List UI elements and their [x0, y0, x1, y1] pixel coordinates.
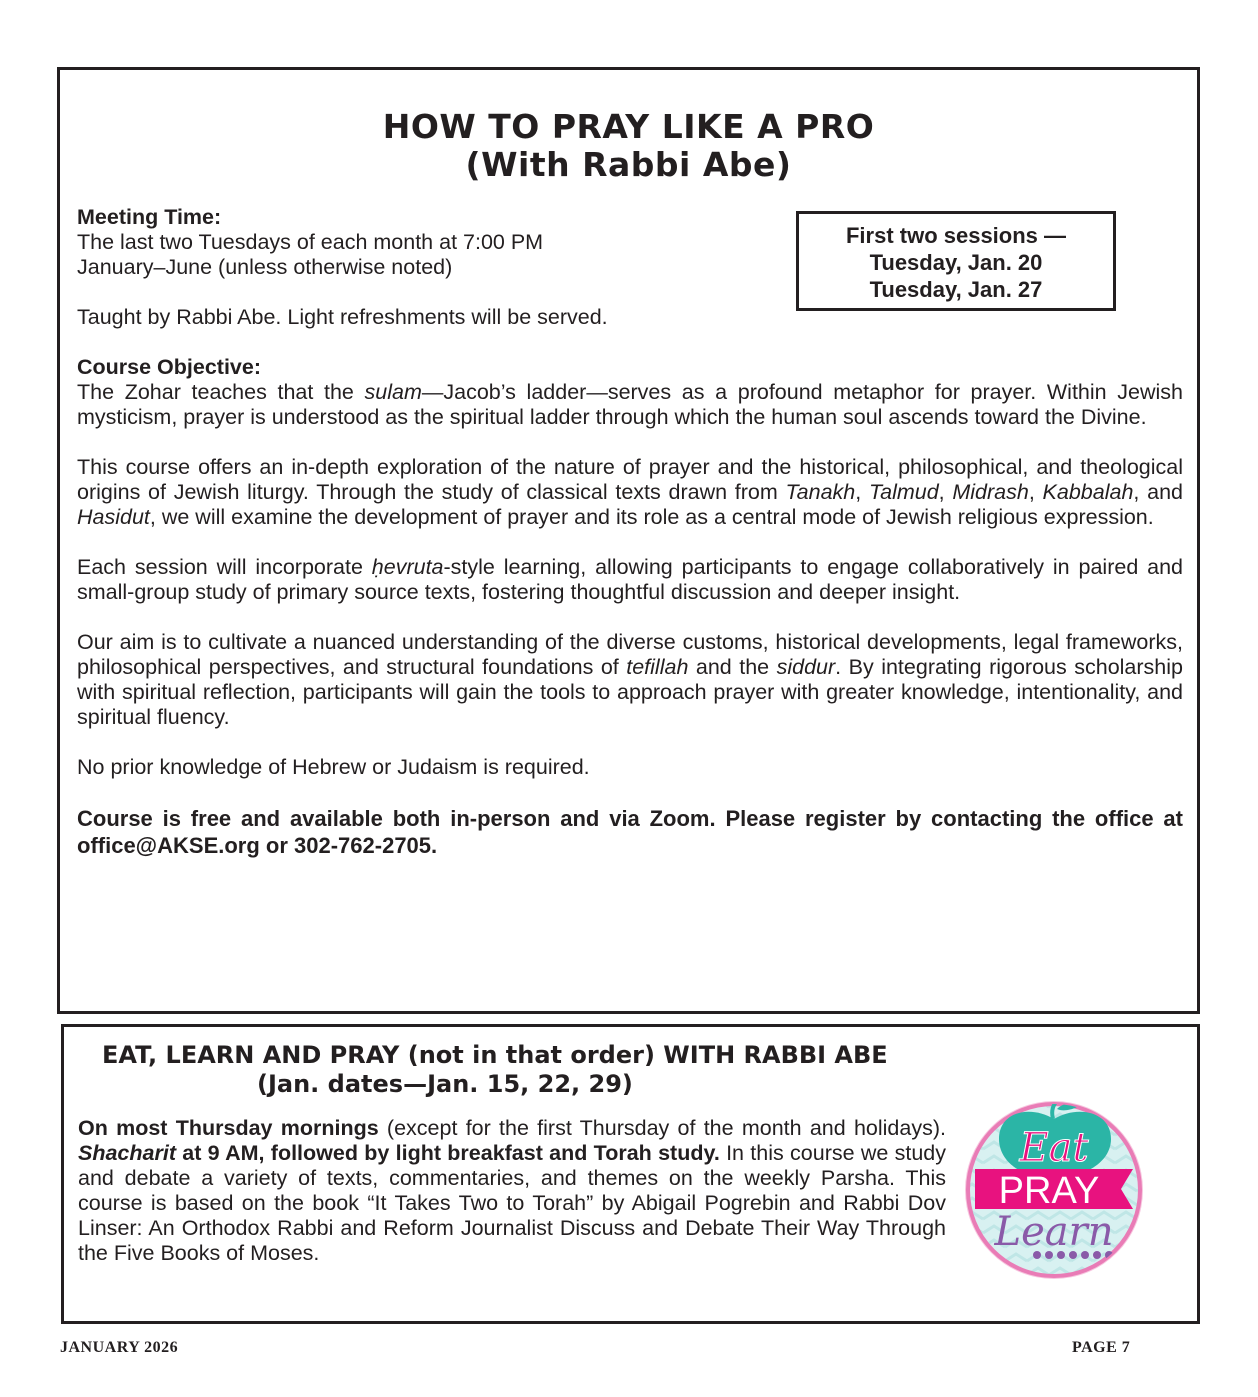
- p4-text-a: Our aim is to cultivate a nuanced understanding of the diverse customs, historical developments, legal frameworks, philosophical perspectives, and structural foundations of: [77, 630, 1183, 679]
- footer-date: JANUARY 2026: [60, 1339, 179, 1356]
- registration-info: Course is free and available both in-person and via Zoom. Please register by contacting the office at office@AKSE.org or 302-762-2705.: [77, 806, 1183, 858]
- logo-word-learn: Learn: [994, 1209, 1114, 1255]
- objective-paragraph-4: [77, 630, 1183, 730]
- course-title-line1: HOW TO PRAY LIKE A PRO: [382, 107, 875, 146]
- objective-paragraph-3: [77, 555, 1183, 605]
- p2-sep: , and: [1133, 480, 1183, 504]
- p4-text-b: . By integrating rigorous scholarship with spiritual reflection, participants will gain the tools to approach prayer with greater knowledge, intentionality, and spiritual fluency.: [77, 655, 1183, 729]
- term-hevruta: ḥevruta: [371, 555, 444, 579]
- meeting-time-block: [77, 205, 777, 330]
- first-sessions-box: [796, 211, 1116, 311]
- meeting-time-schedule: The last two Tuesdays of each month at 7:00 PM: [77, 230, 544, 254]
- term-kabbalah: Kabbalah: [1042, 480, 1134, 504]
- objective-paragraph-2: [77, 455, 1183, 530]
- desc-bold-thursday: On most Thursday mornings: [78, 1116, 379, 1140]
- term-midrash: Midrash: [952, 480, 1029, 504]
- objective-paragraph-1: [77, 380, 1183, 430]
- sessions-heading: First two sessions —: [845, 223, 1067, 248]
- prerequisite-note: No prior knowledge of Hebrew or Judaism is required.: [77, 755, 590, 779]
- logo-word-eat: Eat: [1019, 1125, 1089, 1171]
- p2-text-b: , we will examine the development of prayer and its role as a central mode of Jewish religious expression.: [149, 505, 1154, 529]
- course2-title: [64, 1041, 1197, 1099]
- p3-text-a: Each session will incorporate: [77, 555, 372, 579]
- p1-text-b: —Jacob’s ladder—serves as a profound metaphor for prayer. Within Jewish mysticism, prayer is understood as the spiritual ladder through which the human soul ascends toward the Divine.: [77, 380, 1183, 429]
- course-title: [60, 108, 1197, 184]
- desc-text-2: In this course we study and debate a variety of texts, commentaries, and themes on the weekly Parsha. This course is based on the book “It Takes Two to Torah” by Abigail Pogrebin and Rabbi Dov Linser: An Orthodox Rabbi and Reform Journalist Discuss and Debate Their Way Through the Five Books of Moses.: [78, 1141, 946, 1265]
- p2-sep: ,: [855, 480, 869, 504]
- meeting-time-months: January–June (unless otherwise noted): [77, 255, 453, 279]
- course2-title-line2: (Jan. dates—Jan. 15, 22, 29): [257, 1070, 633, 1098]
- term-tanakh: Tanakh: [785, 480, 856, 504]
- course2-description: [78, 1116, 946, 1266]
- course-box-pray-like-a-pro: [57, 67, 1200, 1014]
- term-tefillah: tefillah: [626, 655, 689, 679]
- desc-bold-schedule: at 9 AM, followed by light breakfast and Torah study.: [175, 1141, 720, 1165]
- course2-title-line1: EAT, LEARN AND PRAY (not in that order) WITH RABBI ABE: [102, 1041, 888, 1069]
- session-date-2: Tuesday, Jan. 27: [869, 277, 1043, 302]
- p2-sep: ,: [1028, 480, 1043, 504]
- p1-text-a: The Zohar teaches that the: [77, 380, 365, 404]
- p4-sep: and the: [688, 655, 777, 679]
- p2-sep: ,: [938, 480, 953, 504]
- p3-text-b: -style learning, allowing participants to engage collaboratively in paired and small-group study of primary source texts, fostering thoughtful discussion and deeper insight.: [77, 555, 1184, 604]
- term-siddur: siddur: [776, 655, 836, 679]
- p2-text-a: This course offers an in-depth exploration of the nature of prayer and the historical, philosophical, and theological origins of Jewish liturgy. Through the study of classical texts drawn from: [77, 455, 1183, 504]
- course-objective-label: Course Objective:: [77, 355, 261, 379]
- course-box-eat-learn-pray: [61, 1024, 1200, 1324]
- course-title-line2: (With Rabbi Abe): [465, 145, 792, 184]
- meeting-time-label: Meeting Time:: [77, 205, 222, 229]
- logo-word-pray: PRAY: [998, 1170, 1100, 1212]
- term-hasidut: Hasidut: [77, 505, 150, 529]
- course-objective-section: [77, 355, 1183, 859]
- eat-pray-learn-logo: [961, 1097, 1147, 1283]
- taught-by-text: Taught by Rabbi Abe. Light refreshments will be served.: [77, 305, 608, 329]
- term-sulam: sulam: [364, 380, 422, 404]
- term-talmud: Talmud: [868, 480, 939, 504]
- footer-page-number: PAGE 7: [1072, 1339, 1131, 1356]
- term-shacharit: Shacharit: [78, 1141, 176, 1165]
- session-date-1: Tuesday, Jan. 20: [869, 250, 1043, 275]
- desc-text-1: (except for the first Thursday of the month and holidays).: [378, 1116, 946, 1140]
